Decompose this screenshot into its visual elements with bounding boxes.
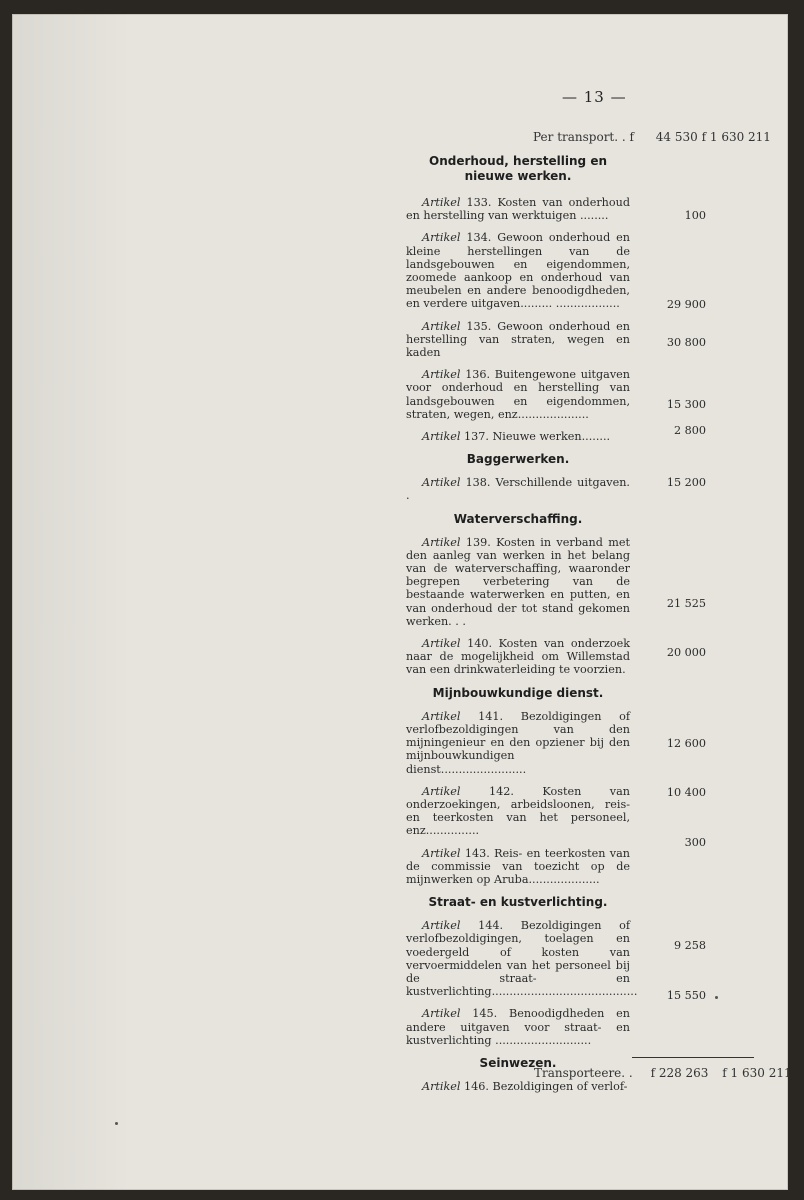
section-heading-onderhoud: Onderhoud, herstelling en nieuwe werken. [429,154,607,183]
carried-over-label: Transporteere. . [534,1066,633,1080]
article-146: Artikel 146. Bezoldigingen of verlof- [422,1079,628,1093]
amount-143: 300 [684,836,706,849]
article-135: Artikel 135. Gewoon onderhoud en herstelling van straten, wegen en kaden [406,319,631,360]
article-133: Artikel 133. Kosten van onderhoud en herstelling van werktuigen ........ [406,196,630,223]
article-140: Artikel 140. Kosten van onderzoek naar de mogelijkheid om Willemstad van een drinkwaterleiding te voorzien. [406,637,631,677]
article-137: Artikel 137. Nieuwe werken........ [422,430,611,444]
amount-142: 10 400 [666,786,706,799]
amount-134: 29 900 [666,298,706,311]
carried-forward-col2: f 1 630 211 [701,130,771,144]
article-144: Artikel 144. Bezoldigingen of verlofbezoldigingen, toelagen en voedergeld of kosten van vervoermiddelen van het personeel bij de straat- en kustverlichting......................................... [406,919,638,999]
article-138: Artikel 138. Verschillende uitgaven. . [406,476,630,503]
carried-forward-line [533,130,771,144]
article-139: Artikel 139. Kosten in verband met den aanleg van werken in het belang van de waterverschaffing, waaronder begrepen verbetering van de bestaande waterwerken en putten, en van onderhoud der tot stand gekomen werken. . . [406,535,630,628]
total-rule [632,1057,754,1058]
section-heading-baggerwerken: Baggerwerken. [466,452,570,467]
section-heading-mijnbouwkundige-dienst: Mijnbouwkundige dienst. [432,685,604,700]
amount-144: 9 258 [673,939,706,952]
amount-141: 12 600 [666,737,706,750]
section-heading-waterverschaffing: Waterverschaffing. [453,511,583,526]
article-145: Artikel 145. Benoodigdheden en andere uitgaven voor straat- en kustverlichting ........................... [406,1007,630,1047]
amount-136: 15 300 [666,398,706,411]
carried-over-line [534,1066,792,1080]
carried-over-col2: f 1 630 211 [722,1066,792,1080]
amount-145: 15 550 [666,989,706,1002]
page-number: — 13 — [562,88,627,106]
paper-speck [715,996,718,999]
amount-139: 21 525 [666,597,706,610]
amount-138: 15 200 [666,476,706,489]
amount-133: 100 [684,209,706,222]
section-heading-straat-en-kustverlichting: Straat- en kustverlichting. [428,895,608,910]
page-shading [12,14,132,1190]
article-136: Artikel 136. Buitengewone uitgaven voor onderhoud en herstelling van landsgebouwen en eigendommen, straten, wegen, enz.................... [406,368,630,421]
section-heading-seinwezen: Seinwezen. [479,1055,557,1070]
carried-over-col1: f 228 263 [650,1066,709,1080]
article-141: Artikel 141. Bezoldigingen of verlofbezoldigingen van den mijningenieur en den opziener bij den mijnbouwkundigen dienst........................ [406,709,630,776]
article-134: Artikel 134. Gewoon onderhoud en kleine herstellingen van de landsgebouwen en eigendommen, zoomede aankoop en onderhoud van meubelen en andere benoodigdheden, en verdere uitgaven......... .................. [406,231,631,311]
carried-forward-col1: 44 530 [655,130,698,144]
article-142: Artikel 142. Kosten van onderzoekingen, arbeidsloonen, reis- en teerkosten van het personeel, enz............... [406,784,630,838]
amount-140: 20 000 [666,646,706,659]
carried-forward-label: Per transport. . f [533,130,634,144]
paper-speck [115,1122,118,1125]
amount-137: 2 800 [673,424,706,437]
amount-135: 30 800 [666,336,706,349]
budget-column [406,152,638,1093]
article-143: Artikel 143. Reis- en teerkosten van de commissie van toezicht op de mijnwerken op Aruba.................... [406,846,630,886]
